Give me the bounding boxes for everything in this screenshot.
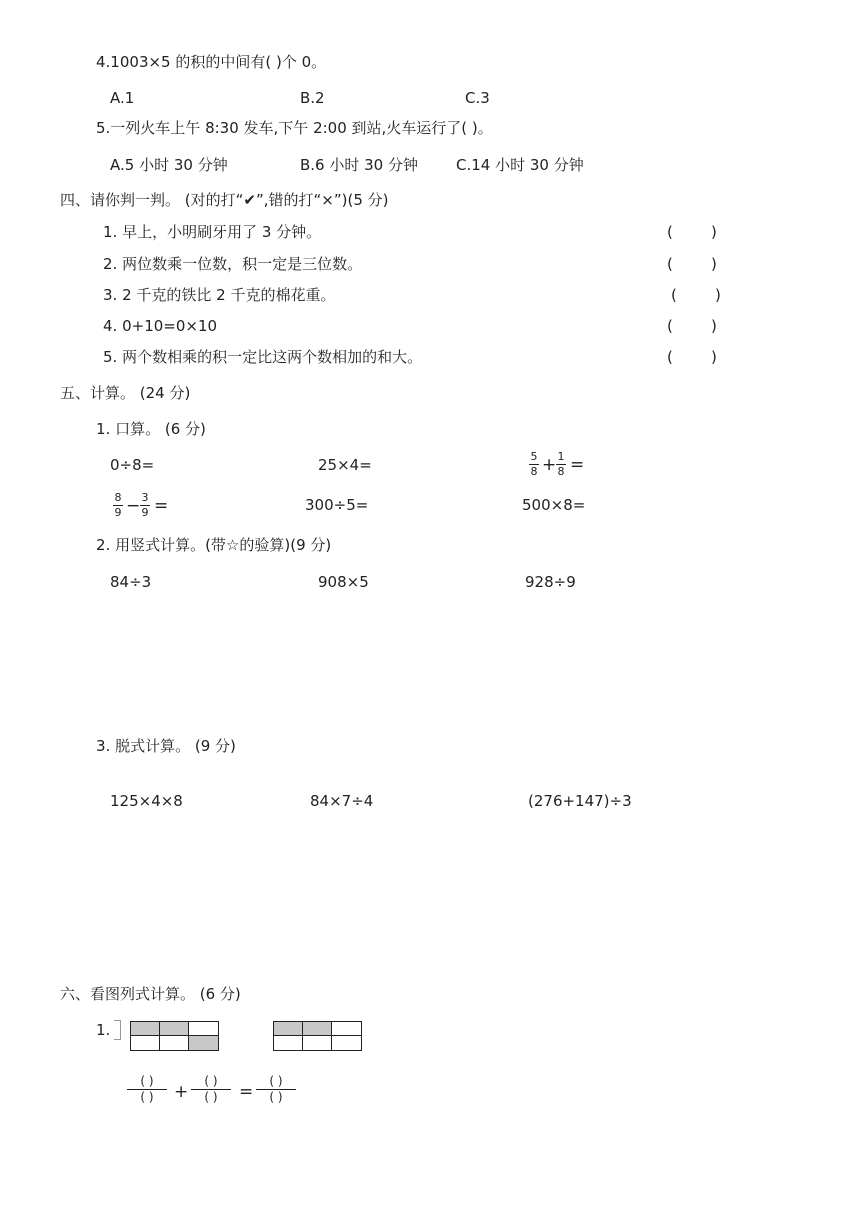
oral-expr-5: 300÷5= — [305, 496, 369, 514]
q4-option-c: C.3 — [465, 89, 490, 107]
oral-expr-4-frac-2 — [140, 492, 150, 519]
plus-sign: + — [174, 1082, 189, 1102]
section6-item-1-label: 1. — [96, 1021, 111, 1039]
plus-sign: + — [542, 455, 557, 475]
blank-fraction-1[interactable] — [127, 1075, 167, 1104]
blank-denominator[interactable]: ( ) — [204, 1090, 218, 1104]
oral-expr-6: 500×8= — [522, 496, 586, 514]
stepwise-heading: 3. 脱式计算。 (9 分) — [96, 737, 236, 755]
empty-cell — [131, 1036, 160, 1050]
oral-expr-1: 0÷8= — [110, 456, 155, 474]
vertical-expr-3: 928÷9 — [525, 573, 576, 591]
stepwise-expr-2: 84×7÷4 — [310, 792, 374, 810]
empty-cell — [274, 1036, 303, 1050]
equals-sign: = — [570, 455, 585, 475]
denominator: 9 — [114, 506, 122, 519]
shaded-cell — [189, 1036, 218, 1050]
oral-heading: 1. 口算。 (6 分) — [96, 420, 206, 438]
numerator: 8 — [114, 491, 122, 504]
vertical-expr-1: 84÷3 — [110, 573, 152, 591]
judge-item-4: 4. 0+10=0×10 — [103, 317, 218, 335]
shaded-cell — [274, 1022, 303, 1036]
judge-item-5: 5. 两个数相乘的积一定比这两个数相加的和大。 — [103, 348, 423, 366]
judge-item-2: 2. 两位数乘一位数，积一定是三位数。 — [103, 255, 363, 273]
numerator: 5 — [530, 450, 538, 463]
judge-answer-5[interactable]: ( ) — [667, 348, 717, 366]
judge-answer-4[interactable]: ( ) — [667, 317, 717, 335]
blank-numerator[interactable]: ( ) — [140, 1074, 154, 1088]
empty-cell — [332, 1036, 361, 1050]
section6-heading: 六、看图列式计算。 (6 分) — [60, 985, 241, 1003]
q4-option-b: B.2 — [300, 89, 325, 107]
blank-fraction-3[interactable] — [256, 1075, 296, 1104]
stepwise-expr-1: 125×4×8 — [110, 792, 183, 810]
blank-denominator[interactable]: ( ) — [140, 1090, 154, 1104]
judge-item-3: 3. 2 千克的铁比 2 千克的棉花重。 — [103, 286, 336, 304]
empty-cell — [303, 1036, 332, 1050]
vertical-heading: 2. 用竖式计算。(带☆的验算)(9 分) — [96, 536, 332, 554]
shaded-cell — [160, 1022, 189, 1036]
judge-item-1: 1. 早上，小明刷牙用了 3 分钟。 — [103, 223, 322, 241]
section5-heading: 五、计算。 (24 分) — [60, 384, 191, 402]
q5-option-b: B.6 小时 30 分钟 — [300, 156, 418, 174]
stepwise-expr-3: (276+147)÷3 — [528, 792, 632, 810]
denominator: 8 — [530, 465, 538, 478]
shaded-cell — [131, 1022, 160, 1036]
q5-stem: 5.一列火车上午 8:30 发车,下午 2:00 到站,火车运行了( )。 — [96, 119, 493, 137]
oral-expr-2: 25×4= — [318, 456, 372, 474]
equals-sign: = — [154, 496, 169, 516]
fraction-figure-2 — [273, 1021, 362, 1051]
numerator: 1 — [557, 450, 565, 463]
q5-option-a: A.5 小时 30 分钟 — [110, 156, 228, 174]
minus-sign: − — [126, 496, 141, 516]
oral-expr-4-frac-1 — [113, 492, 123, 519]
oral-expr-3-frac-1 — [529, 451, 539, 478]
blank-numerator[interactable]: ( ) — [269, 1074, 283, 1088]
q5-option-c: C.14 小时 30 分钟 — [456, 156, 584, 174]
judge-answer-3[interactable]: ( ) — [671, 286, 721, 304]
shaded-cell — [303, 1022, 332, 1036]
fraction-figure-1 — [130, 1021, 219, 1051]
empty-cell — [189, 1022, 218, 1036]
empty-cell — [160, 1036, 189, 1050]
denominator: 8 — [557, 465, 565, 478]
judge-answer-1[interactable]: ( ) — [667, 223, 717, 241]
blank-fraction-2[interactable] — [191, 1075, 231, 1104]
empty-cell — [332, 1022, 361, 1036]
q4-option-a: A.1 — [110, 89, 135, 107]
blank-numerator[interactable]: ( ) — [204, 1074, 218, 1088]
equals-sign: = — [239, 1082, 254, 1102]
vertical-expr-2: 908×5 — [318, 573, 369, 591]
section4-heading: 四、请你判一判。 (对的打“✔”,错的打“×”)(5 分) — [60, 191, 389, 209]
judge-answer-2[interactable]: ( ) — [667, 255, 717, 273]
q4-stem: 4.1003×5 的积的中间有( )个 0。 — [96, 53, 327, 71]
denominator: 9 — [141, 506, 149, 519]
answer-box-icon — [114, 1020, 121, 1040]
blank-denominator[interactable]: ( ) — [269, 1090, 283, 1104]
numerator: 3 — [141, 491, 149, 504]
oral-expr-3-frac-2 — [556, 451, 566, 478]
